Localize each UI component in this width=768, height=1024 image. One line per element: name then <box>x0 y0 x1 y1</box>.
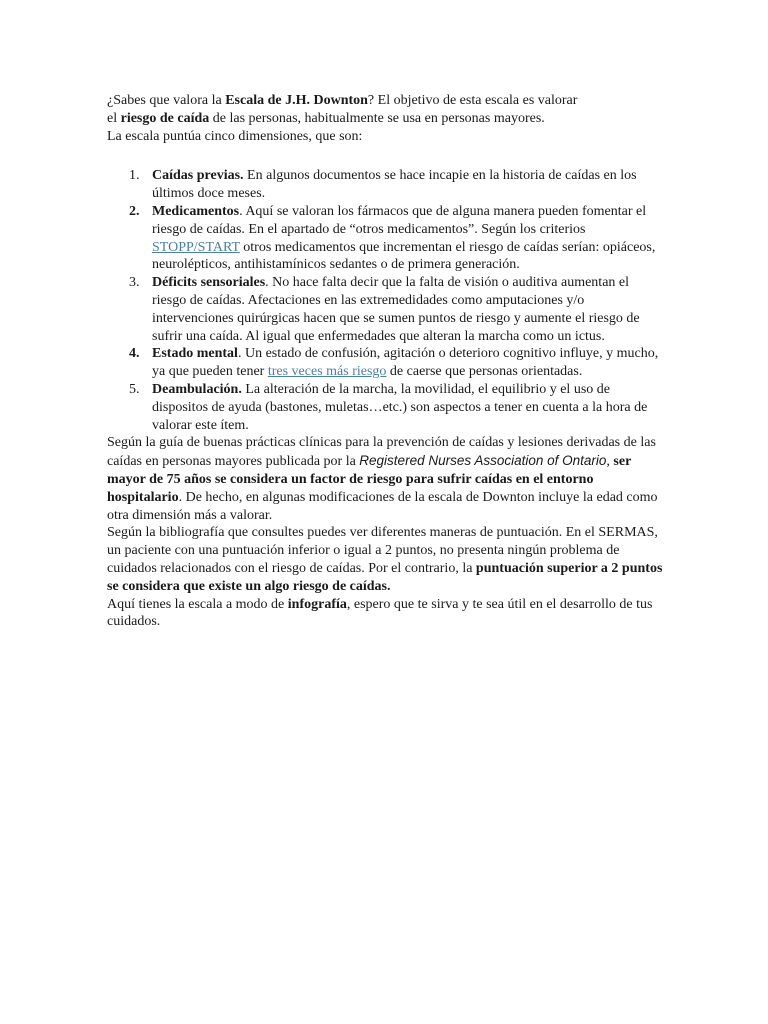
age-risk-statement: ser mayor de 75 años se considera un factor de riesgo para sufrir caídas en el entorno hospitalario <box>107 454 632 505</box>
item-title: Medicamentos <box>152 203 240 219</box>
document-body <box>107 92 663 631</box>
list-number: 1. <box>129 168 140 184</box>
intro-line-3: La escala puntúa cinco dimensiones, que son: <box>107 128 363 144</box>
paragraph-text: . De hecho, en algunas modificaciones de la escala de Downton incluye la edad como otra dimensión más a valorar. <box>107 489 658 523</box>
paragraph-guide <box>107 434 663 524</box>
item-text: otros medicamentos que incrementan el riesgo de caídas serían: opiáceos, neurolépticos, antihistamínicos sedantes o de primera generación. <box>152 239 656 273</box>
paragraph-scoring <box>107 524 663 595</box>
paragraph-infographic <box>107 596 663 632</box>
item-text: La alteración de la marcha, la movilidad, el equilibrio y el uso de dispositos de ayuda (bastones, muletas…etc.) son aspectos a tener en cuenta a la hora de valorar este ítem. <box>152 381 648 433</box>
list-number: 3. <box>129 275 140 291</box>
intro-line-2 <box>107 110 663 128</box>
item-text: En algunos documentos se hace incapie en la historia de caídas en los últimos doce meses. <box>152 168 637 202</box>
item-title: Deambulación. <box>152 381 242 397</box>
paragraph-text: , <box>606 454 614 470</box>
list-item <box>107 203 663 274</box>
intro-text: ¿Sabes que valora la <box>107 93 226 108</box>
list-item <box>107 381 663 434</box>
score-threshold-statement: puntuación superior a 2 puntos se considera que existe un algo riesgo de caídas. <box>107 560 663 594</box>
list-item <box>107 167 663 203</box>
fall-risk-term: riesgo de caída <box>120 110 210 126</box>
organization-name: Registered Nurses Association of Ontario <box>359 453 607 469</box>
list-number: 5. <box>129 381 140 397</box>
list-item <box>107 345 663 381</box>
item-text: . No hace falta decir que la falta de visión o auditiva aumentan el riesgo de caídas. Afectaciones en las extremedidades como amputaciones y/o intervenciones quirúrgicas hacen que se sumen puntos de riesgo y aumente el riesgo de sufrir una caída. Al igual que enfermedades que alteran la marcha como un ictus. <box>152 275 640 344</box>
list-item <box>107 274 663 345</box>
paragraph-text: Aquí tienes la escala a modo de <box>107 596 288 612</box>
item-title: Estado mental <box>152 346 238 362</box>
scale-name: Escala de J.H. Downton <box>225 93 368 108</box>
stopp-start-link[interactable]: STOPP/START <box>152 239 240 255</box>
list-number: 4. <box>129 346 140 362</box>
paragraph-text: Según la guía de buenas prácticas clínicas para la prevención de caídas y lesiones derivadas de las caídas en personas mayores publicada por la <box>107 435 656 470</box>
infographic-term: infografía <box>287 596 347 612</box>
list-number: 2. <box>129 203 140 219</box>
intro-text: de las personas, habitualmente se usa en personas mayores. <box>209 110 545 126</box>
item-title: Déficits sensoriales <box>152 275 266 291</box>
spacer <box>107 145 663 167</box>
paragraph-text: , espero que te sirva y te sea útil en el desarrollo de tus cuidados. <box>107 596 653 630</box>
paragraph-text: Según la bibliografía que consultes puedes ver diferentes maneras de puntuación. En el SERMAS, un paciente con una puntuación inferior o igual a 2 puntos, no presenta ningún problema de cuidados relacionados con el riesgo de caídas. Por el contrario, la <box>107 525 658 576</box>
intro-text: el <box>107 110 121 126</box>
dimensions-list <box>107 167 663 434</box>
item-text: . Un estado de confusión, agitación o deterioro cognitivo influye, y mucho, ya que pueden tener <box>152 346 659 380</box>
item-text: de caerse que personas orientadas. <box>386 364 583 380</box>
intro-line-1 <box>107 92 663 110</box>
item-title: Caídas previas. <box>152 168 244 184</box>
item-text: . Aquí se valoran los fármacos que de alguna manera pueden fomentar el riesgo de caídas. En el apartado de “otros medicamentos”. Según los criterios <box>152 203 647 237</box>
intro-text: ? El objetivo de esta escala es valorar <box>367 93 578 108</box>
three-times-risk-link[interactable]: tres veces más riesgo <box>267 364 387 380</box>
